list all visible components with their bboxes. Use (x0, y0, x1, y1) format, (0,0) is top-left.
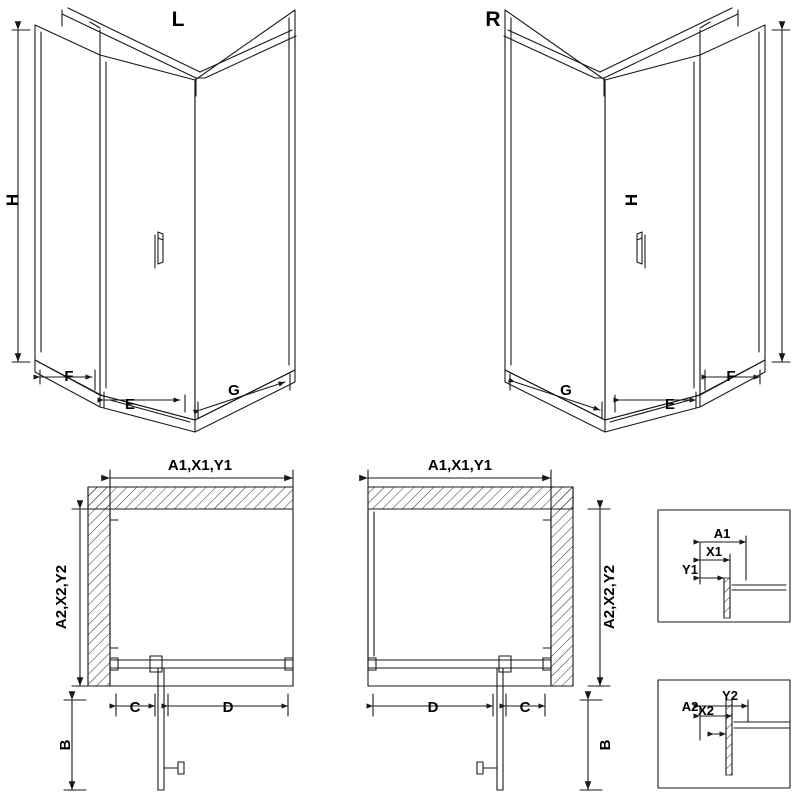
label-G-left: G (228, 382, 240, 399)
label-plan-right-C: C (519, 699, 531, 716)
label-F-left: F (64, 368, 74, 385)
label-view-R: R (485, 8, 501, 31)
iso-view-right (504, 8, 790, 432)
plan-view-left (64, 470, 293, 790)
label-F-right: F (726, 368, 736, 385)
label-plan-right-side-dim: A2,X2,Y2 (601, 564, 618, 630)
label-height-left: H (3, 193, 22, 207)
label-detail-bottom-Y2: Y2 (722, 688, 738, 703)
label-detail-bottom-A2: A2 (681, 699, 699, 714)
label-plan-left-side-dim: A2,X2,Y2 (53, 564, 70, 630)
label-plan-left-D: D (222, 699, 234, 716)
label-plan-left-door-dim: B (57, 739, 74, 751)
label-detail-top-Y1: Y1 (682, 562, 698, 577)
label-E-right: E (664, 396, 676, 413)
plan-view-right (368, 470, 610, 790)
label-detail-top-A1: A1 (713, 526, 731, 541)
label-detail-top-X1: X1 (706, 544, 722, 559)
label-plan-left-C: C (129, 699, 141, 716)
label-plan-left-top-dim: A1,X1,Y1 (167, 457, 233, 474)
label-plan-right-top-dim: A1,X1,Y1 (427, 457, 493, 474)
iso-view-left (12, 8, 296, 432)
label-plan-right-door-dim: B (597, 739, 614, 751)
label-height-right: H (622, 193, 641, 207)
label-view-L: L (171, 8, 185, 31)
label-detail-bottom-X2: X2 (698, 703, 714, 718)
label-E-left: E (124, 396, 136, 413)
label-plan-right-D: D (427, 699, 439, 716)
label-G-right: G (560, 382, 572, 399)
